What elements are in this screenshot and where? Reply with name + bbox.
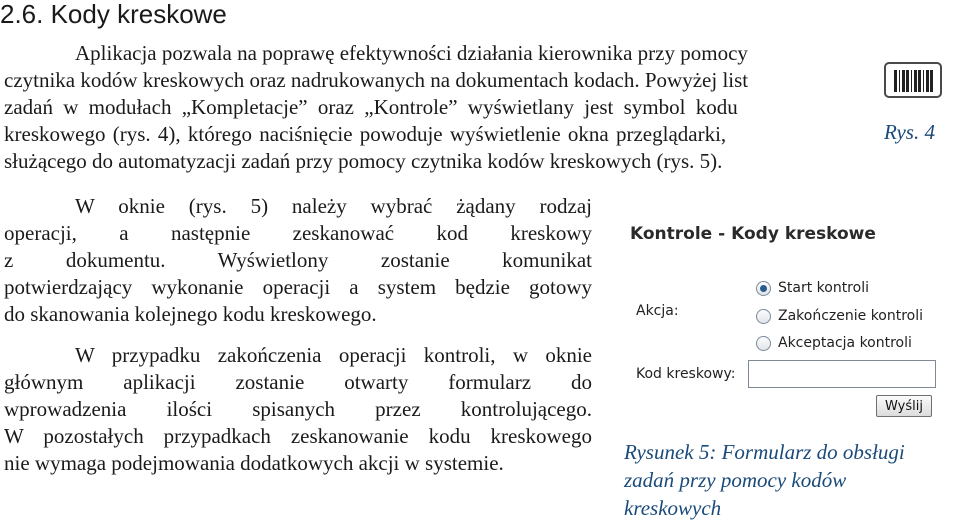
radio-start-kontroli[interactable] [756,281,771,296]
text-line: czytnika kodów kreskowych oraz nadrukowanych na dokumentach kodach. Powyżej list [4,68,749,92]
figure-4-caption: Rys. 4 [884,120,935,144]
text-line: głównym aplikacji zostanie otwarty formularz do [4,370,592,394]
completion-paragraph [4,342,592,477]
text-line: nie wymaga podejmowania dodatkowych akcji w systemie. [4,451,504,475]
send-button[interactable]: Wyślij [876,395,932,417]
form-title: Kontrole - Kody kreskowe [630,224,876,244]
barcode-field-label: Kod kreskowy: [636,366,736,382]
text-line: do skanowania kolejnego kodu kreskowego. [4,302,377,326]
radio-zakonczenie-kontroli[interactable] [756,309,771,324]
text-line: wprowadzenia ilości spisanych przez kontrolującego. [4,397,592,421]
action-label: Akcja: [636,303,679,319]
radio-label-akceptacja[interactable]: Akceptacja kontroli [778,335,912,351]
operation-paragraph [4,193,592,328]
text-line: kreskowego (rys. 4), którego naciśnięcie powoduje wyświetlenie okna przeglądarki, [4,122,727,146]
section-heading: 2.6. Kody kreskowe [0,0,227,29]
text-line: Aplikacja pozwala na poprawę efektywności działania kierownika przy pomocy [75,41,748,65]
figure-5-caption [624,438,954,522]
text-line: potwierdzający wykonanie operacji a system będzie gotowy [4,275,592,299]
text-line: W pozostałych przypadkach zeskanowanie kodu kreskowego [4,424,592,448]
caption-line: Rysunek 5: Formularz do obsługi [624,440,905,464]
radio-label-zakonczenie[interactable]: Zakończenie kontroli [778,308,924,324]
text-line: zadań w modułach „Kompletacje” oraz „Kontrole” wyświetlany jest symbol kodu [4,95,738,119]
text-line: operacji, a następnie zeskanować kod kreskowy [4,221,592,245]
radio-akceptacja-kontroli[interactable] [756,336,771,351]
text-line: z dokumentu. Wyświetlony zostanie komunikat [4,248,592,272]
barcode-icon[interactable] [884,62,942,98]
caption-line: kreskowych [624,496,722,520]
intro-paragraph [4,40,854,175]
barcode-bars [894,70,934,92]
radio-label-start[interactable]: Start kontroli [778,280,869,296]
text-line: W oknie (rys. 5) należy wybrać żądany rodzaj [75,194,592,218]
barcode-input[interactable] [748,360,936,388]
caption-line: zadań przy pomocy kodów [624,468,847,492]
text-line: służącego do automatyzacji zadań przy pomocy czytnika kodów kreskowych (rys. 5). [4,149,723,173]
text-line: W przypadku zakończenia operacji kontroli, w oknie [75,343,592,367]
